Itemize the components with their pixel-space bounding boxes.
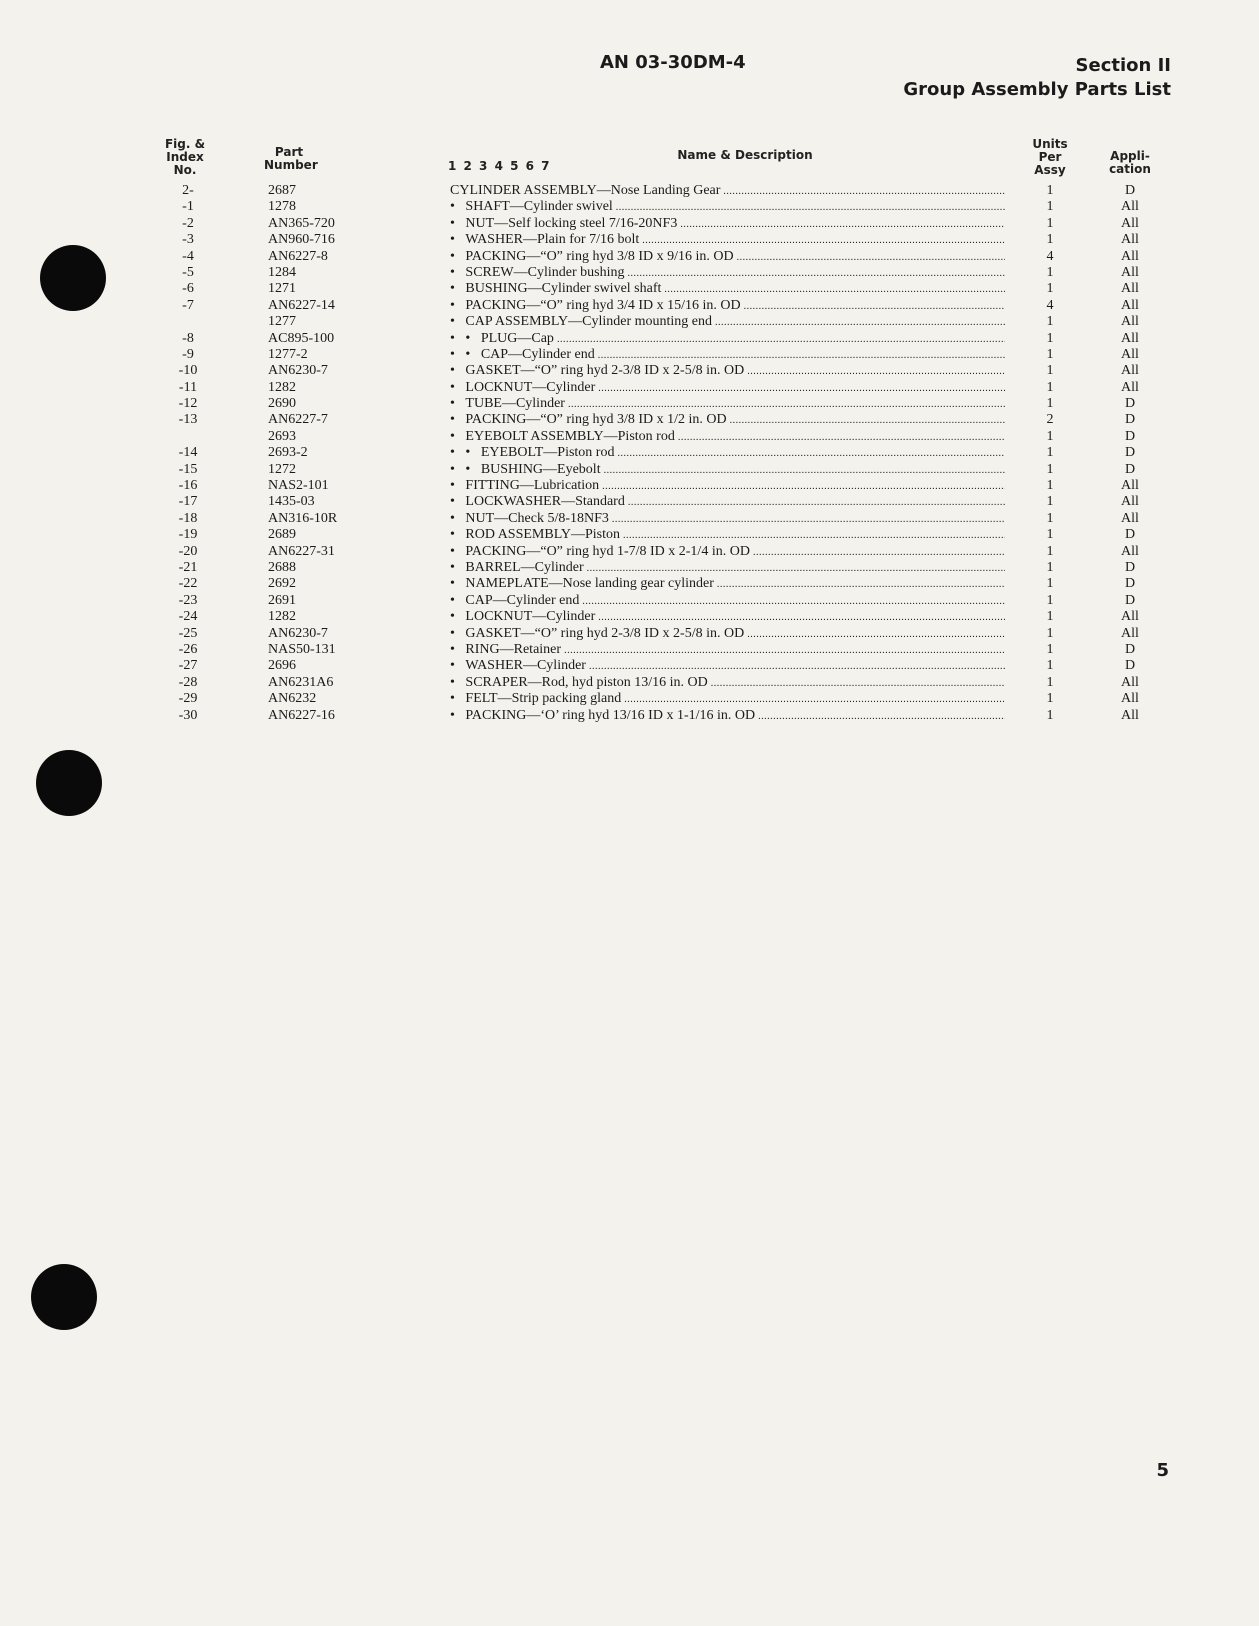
col-header-indent-levels: 1 2 3 4 5 6 7 <box>448 159 550 173</box>
indent-bullet: • <box>450 232 466 248</box>
index-cell: -7 <box>182 297 194 313</box>
index-cell: -25 <box>178 625 198 641</box>
part-number-cell: 2688 <box>268 559 296 575</box>
application-cell: All <box>1121 346 1139 362</box>
part-number-cell: 1435-03 <box>268 494 315 510</box>
part-number-cell: NAS50-131 <box>268 641 336 657</box>
table-row <box>0 281 1259 297</box>
application-cell: All <box>1121 215 1139 231</box>
part-number-cell: 2692 <box>268 576 296 592</box>
application-cell: All <box>1121 248 1139 264</box>
description-cell: • • CAP—Cylinder end ..... <box>450 347 1005 364</box>
description-cell: • SCREW—Cylinder bushing ..... <box>450 265 1005 282</box>
part-number-cell: AN6227-31 <box>268 543 335 559</box>
units-cell: 2 <box>1046 412 1054 428</box>
application-cell: All <box>1121 281 1139 297</box>
index-cell: -24 <box>178 609 198 625</box>
part-number-cell: 1277 <box>268 314 296 330</box>
index-cell: -14 <box>178 445 198 461</box>
section-title: Group Assembly Parts List <box>903 79 1171 100</box>
description-cell: • NAMEPLATE—Nose landing gear cylinder ..... <box>450 576 1005 593</box>
index-cell: 2- <box>182 183 194 198</box>
table-row <box>0 462 1259 478</box>
description-cell: • • EYEBOLT—Piston rod ..... <box>450 445 1005 462</box>
description-cell: • TUBE—Cylinder ..... <box>450 396 1005 413</box>
part-number-cell: 2693-2 <box>268 445 308 461</box>
application-cell: All <box>1121 379 1139 395</box>
application-cell: D <box>1124 641 1136 657</box>
indent-bullet: • <box>450 215 466 231</box>
part-number-cell: AN6227-7 <box>268 412 328 428</box>
table-row <box>0 560 1259 576</box>
part-number-cell: 1278 <box>268 199 296 215</box>
part-number-cell: 2690 <box>268 396 296 412</box>
part-number-cell: 1272 <box>268 461 296 477</box>
index-cell: -26 <box>178 641 198 657</box>
application-cell: All <box>1121 199 1139 215</box>
part-number-cell: AN6232 <box>268 691 317 707</box>
application-cell: D <box>1124 445 1136 461</box>
indent-bullet: • <box>450 559 466 575</box>
index-cell: -29 <box>178 691 198 707</box>
application-cell: All <box>1121 691 1139 707</box>
index-cell: -8 <box>182 330 194 346</box>
description-cell: • LOCKWASHER—Standard ..... <box>450 494 1005 511</box>
units-cell: 1 <box>1046 461 1054 477</box>
units-cell: 1 <box>1046 215 1054 231</box>
units-cell: 1 <box>1046 363 1054 379</box>
table-row <box>0 216 1259 232</box>
application-cell: D <box>1124 396 1136 412</box>
description-cell: • ROD ASSEMBLY—Piston ..... <box>450 527 1005 544</box>
table-row <box>0 331 1259 347</box>
description-cell: • GASKET—“O” ring hyd 2-3/8 ID x 2-5/8 in. OD ..... <box>450 626 1005 643</box>
description-cell: • SCRAPER—Rod, hyd piston 13/16 in. OD ..... <box>450 675 1005 692</box>
page-number: 5 <box>1156 1460 1169 1481</box>
description-cell: • LOCKNUT—Cylinder ..... <box>450 609 1005 626</box>
index-cell: -3 <box>182 232 194 248</box>
table-row <box>0 576 1259 592</box>
indent-bullet: • <box>450 494 466 510</box>
table-row <box>0 412 1259 428</box>
application-cell: D <box>1124 428 1136 444</box>
table-row <box>0 511 1259 527</box>
description-cell: • PACKING—“O” ring hyd 1-7/8 ID x 2-1/4 in. OD ..... <box>450 544 1005 561</box>
part-number-cell: AN365-720 <box>268 215 335 231</box>
indent-bullet: • <box>450 609 466 625</box>
indent-bullet: • <box>450 707 466 723</box>
units-cell: 1 <box>1046 346 1054 362</box>
description-cell: • FELT—Strip packing gland ..... <box>450 691 1005 708</box>
description-cell: • PACKING—“O” ring hyd 3/8 ID x 9/16 in. OD ..... <box>450 249 1005 266</box>
application-cell: D <box>1124 592 1136 608</box>
part-number-cell: AN6230-7 <box>268 625 328 641</box>
index-cell: -2 <box>182 215 194 231</box>
table-row <box>0 396 1259 412</box>
application-cell: D <box>1124 559 1136 575</box>
part-number-cell: 1284 <box>268 264 296 280</box>
index-cell: -21 <box>178 559 198 575</box>
index-cell: -27 <box>178 658 198 674</box>
index-cell: -30 <box>178 707 198 723</box>
units-cell: 1 <box>1046 428 1054 444</box>
indent-bullet: • <box>450 543 466 559</box>
indent-bullet: • <box>450 658 466 674</box>
units-cell: 4 <box>1046 297 1054 313</box>
application-cell: All <box>1121 314 1139 330</box>
table-row <box>0 429 1259 445</box>
indent-bullet: • • <box>450 445 481 461</box>
application-cell: All <box>1121 609 1139 625</box>
index-cell: -10 <box>178 363 198 379</box>
part-number-cell: 1271 <box>268 281 296 297</box>
index-cell: -19 <box>178 527 198 543</box>
indent-bullet: • <box>450 396 466 412</box>
section-header <box>903 54 1171 102</box>
parts-table <box>0 183 1259 724</box>
units-cell: 1 <box>1046 641 1054 657</box>
units-cell: 4 <box>1046 248 1054 264</box>
units-cell: 1 <box>1046 625 1054 641</box>
description-cell: • EYEBOLT ASSEMBLY—Piston rod ..... <box>450 429 1005 446</box>
table-row <box>0 314 1259 330</box>
indent-bullet: • • <box>450 330 481 346</box>
index-cell: -6 <box>182 281 194 297</box>
units-cell: 1 <box>1046 183 1054 198</box>
part-number-cell: AN6227-16 <box>268 707 335 723</box>
indent-bullet: • <box>450 363 466 379</box>
table-row <box>0 347 1259 363</box>
punch-hole <box>36 750 102 816</box>
units-cell: 1 <box>1046 559 1054 575</box>
description-cell: • GASKET—“O” ring hyd 2-3/8 ID x 2-5/8 in. OD ..... <box>450 363 1005 380</box>
document-id: AN 03-30DM-4 <box>600 52 746 73</box>
units-cell: 1 <box>1046 691 1054 707</box>
description-cell: CYLINDER ASSEMBLY—Nose Landing Gear ..... <box>450 183 1005 200</box>
part-number-cell: AN6230-7 <box>268 363 328 379</box>
index-cell: -12 <box>178 396 198 412</box>
part-number-cell: 2696 <box>268 658 296 674</box>
part-number-cell: AN960-716 <box>268 232 335 248</box>
part-number-cell: AN316-10R <box>268 510 338 526</box>
part-number-cell: 2687 <box>268 183 296 198</box>
indent-bullet: • <box>450 527 466 543</box>
units-cell: 1 <box>1046 494 1054 510</box>
indent-bullet: • <box>450 674 466 690</box>
indent-bullet: • <box>450 281 466 297</box>
application-cell: D <box>1124 527 1136 543</box>
indent-bullet: • <box>450 478 466 494</box>
description-cell: • • PLUG—Cap ..... <box>450 331 1005 348</box>
part-number-cell: AN6231A6 <box>268 674 334 690</box>
table-row <box>0 380 1259 396</box>
units-cell: 1 <box>1046 592 1054 608</box>
application-cell: All <box>1121 330 1139 346</box>
description-cell: • NUT—Check 5/8-18NF3 ..... <box>450 511 1005 528</box>
table-row <box>0 626 1259 642</box>
table-row <box>0 249 1259 265</box>
description-cell: • BUSHING—Cylinder swivel shaft ..... <box>450 281 1005 298</box>
description-cell: • NUT—Self locking steel 7/16-20NF3 ..... <box>450 216 1005 233</box>
units-cell: 1 <box>1046 510 1054 526</box>
index-cell: -9 <box>182 346 194 362</box>
description-cell: • CAP ASSEMBLY—Cylinder mounting end ..... <box>450 314 1005 331</box>
indent-bullet: • <box>450 691 466 707</box>
application-cell: All <box>1121 297 1139 313</box>
description-cell: • • BUSHING—Eyebolt ..... <box>450 462 1005 479</box>
application-cell: All <box>1121 264 1139 280</box>
application-cell: D <box>1124 412 1136 428</box>
application-cell: All <box>1121 625 1139 641</box>
col-header-part: Part Number <box>264 145 318 172</box>
col-header-application: Appli- cation <box>1109 149 1151 176</box>
table-row <box>0 609 1259 625</box>
table-row <box>0 691 1259 707</box>
index-cell: -15 <box>178 461 198 477</box>
table-row <box>0 708 1259 724</box>
units-cell: 1 <box>1046 232 1054 248</box>
units-cell: 1 <box>1046 396 1054 412</box>
part-number-cell: 1277-2 <box>268 346 308 362</box>
application-cell: D <box>1124 576 1136 592</box>
units-cell: 1 <box>1046 527 1054 543</box>
table-row <box>0 445 1259 461</box>
application-cell: D <box>1124 183 1136 198</box>
indent-bullet: • <box>450 576 466 592</box>
table-row <box>0 478 1259 494</box>
indent-bullet: • <box>450 641 466 657</box>
table-row <box>0 232 1259 248</box>
indent-bullet: • <box>450 264 466 280</box>
index-cell: -18 <box>178 510 198 526</box>
part-number-cell: 2689 <box>268 527 296 543</box>
description-cell: • WASHER—Plain for 7/16 bolt ..... <box>450 232 1005 249</box>
application-cell: All <box>1121 494 1139 510</box>
units-cell: 1 <box>1046 707 1054 723</box>
description-cell: • WASHER—Cylinder ..... <box>450 658 1005 675</box>
part-number-cell: 1282 <box>268 609 296 625</box>
indent-bullet: • <box>450 297 466 313</box>
description-cell: • LOCKNUT—Cylinder ..... <box>450 380 1005 397</box>
units-cell: 1 <box>1046 199 1054 215</box>
indent-bullet: • <box>450 428 466 444</box>
description-cell: • CAP—Cylinder end ..... <box>450 593 1005 610</box>
table-row <box>0 527 1259 543</box>
application-cell: All <box>1121 543 1139 559</box>
table-row <box>0 544 1259 560</box>
table-row <box>0 675 1259 691</box>
description-cell: • PACKING—‘O’ ring hyd 13/16 ID x 1-1/16 in. OD ..... <box>450 708 1005 725</box>
index-cell: -1 <box>182 199 194 215</box>
table-row <box>0 363 1259 379</box>
part-number-cell: AN6227-8 <box>268 248 328 264</box>
part-number-cell: 2693 <box>268 428 296 444</box>
application-cell: All <box>1121 674 1139 690</box>
indent-bullet: • <box>450 592 466 608</box>
table-row <box>0 642 1259 658</box>
application-cell: All <box>1121 510 1139 526</box>
part-number-cell: 2691 <box>268 592 296 608</box>
index-cell: -4 <box>182 248 194 264</box>
part-number-cell: NAS2-101 <box>268 478 329 494</box>
units-cell: 1 <box>1046 281 1054 297</box>
table-row <box>0 658 1259 674</box>
index-cell: -11 <box>178 379 198 395</box>
application-cell: All <box>1121 232 1139 248</box>
description-cell: • PACKING—“O” ring hyd 3/4 ID x 15/16 in. OD ..... <box>450 298 1005 315</box>
description-cell: • PACKING—“O” ring hyd 3/8 ID x 1/2 in. OD ..... <box>450 412 1005 429</box>
units-cell: 1 <box>1046 658 1054 674</box>
application-cell: All <box>1121 363 1139 379</box>
indent-bullet: • <box>450 510 466 526</box>
table-row <box>0 183 1259 199</box>
table-row <box>0 265 1259 281</box>
application-cell: D <box>1124 658 1136 674</box>
units-cell: 1 <box>1046 543 1054 559</box>
part-number-cell: AN6227-14 <box>268 297 335 313</box>
table-row <box>0 593 1259 609</box>
index-cell: -16 <box>178 478 198 494</box>
part-number-cell: 1282 <box>268 379 296 395</box>
application-cell: D <box>1124 461 1136 477</box>
indent-bullet: • <box>450 625 466 641</box>
units-cell: 1 <box>1046 674 1054 690</box>
units-cell: 1 <box>1046 576 1054 592</box>
table-row <box>0 494 1259 510</box>
description-cell: • SHAFT—Cylinder swivel ..... <box>450 199 1005 216</box>
part-number-cell: AC895-100 <box>268 330 335 346</box>
description-cell: • RING—Retainer ..... <box>450 642 1005 659</box>
index-cell: -22 <box>178 576 198 592</box>
description-cell: • FITTING—Lubrication ..... <box>450 478 1005 495</box>
description-cell: • BARREL—Cylinder ..... <box>450 560 1005 577</box>
units-cell: 1 <box>1046 264 1054 280</box>
units-cell: 1 <box>1046 478 1054 494</box>
index-cell: -23 <box>178 592 198 608</box>
units-cell: 1 <box>1046 379 1054 395</box>
indent-bullet: • • <box>450 461 481 477</box>
units-cell: 1 <box>1046 314 1054 330</box>
col-header-name: Name & Description <box>677 148 813 162</box>
application-cell: All <box>1121 478 1139 494</box>
units-cell: 1 <box>1046 445 1054 461</box>
units-cell: 1 <box>1046 609 1054 625</box>
section-label: Section II <box>1075 55 1171 76</box>
indent-bullet: • • <box>450 346 481 362</box>
index-cell: -20 <box>178 543 198 559</box>
index-cell: -5 <box>182 264 194 280</box>
col-header-units: Units Per Assy <box>1032 137 1068 177</box>
indent-bullet: • <box>450 412 466 428</box>
table-row <box>0 199 1259 215</box>
table-row <box>0 298 1259 314</box>
units-cell: 1 <box>1046 330 1054 346</box>
index-cell: -13 <box>178 412 198 428</box>
index-cell: -17 <box>178 494 198 510</box>
indent-bullet: • <box>450 248 466 264</box>
indent-bullet: • <box>450 314 466 330</box>
index-cell: -28 <box>178 674 198 690</box>
indent-bullet: • <box>450 379 466 395</box>
punch-hole <box>31 1264 97 1330</box>
col-header-index: Fig. & Index No. <box>164 137 206 177</box>
application-cell: All <box>1121 707 1139 723</box>
indent-bullet: • <box>450 199 466 215</box>
